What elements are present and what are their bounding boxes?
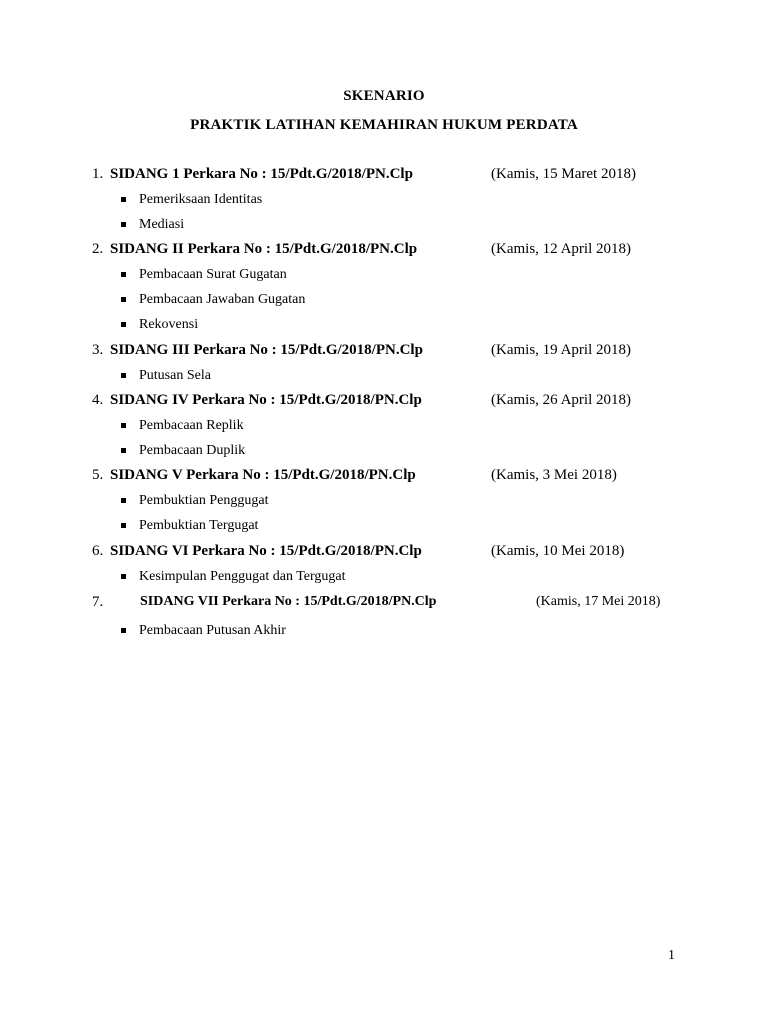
square-bullet-icon [121,423,126,428]
session-heading-row [0,543,768,565]
square-bullet-icon [121,272,126,277]
session-heading: SIDANG II Perkara No : 15/Pdt.G/2018/PN.Clp [110,241,418,257]
agenda-item-label: Kesimpulan Penggugat dan Tergugat [139,569,346,584]
page-number: 1 [668,948,675,963]
agenda-item-label: Pembacaan Putusan Akhir [139,623,286,638]
session-date: (Kamis, 15 Maret 2018) [491,166,636,182]
agenda-item-label: Mediasi [139,217,185,232]
session-heading: SIDANG III Perkara No : 15/Pdt.G/2018/PN.Clp [110,342,423,358]
square-bullet-icon [121,628,126,633]
session-number: 4. [92,392,104,408]
square-bullet-icon [121,373,126,378]
session-date: (Kamis, 19 April 2018) [491,342,631,358]
square-bullet-icon [121,297,126,302]
square-bullet-icon [121,523,126,528]
agenda-item-label: Rekovensi [139,317,199,332]
session-heading: SIDANG VII Perkara No : 15/Pdt.G/2018/PN.Clp [140,594,437,609]
agenda-item-label: Pembacaan Surat Gugatan [139,267,287,282]
square-bullet-icon [121,574,126,579]
session-heading: SIDANG V Perkara No : 15/Pdt.G/2018/PN.Clp [110,467,416,483]
document-title: SKENARIO [343,88,425,104]
session-heading-row [0,241,768,263]
agenda-item-label: Pemeriksaan Identitas [139,192,263,207]
square-bullet-icon [121,498,126,503]
session-heading-row [0,342,768,364]
session-heading: SIDANG IV Perkara No : 15/Pdt.G/2018/PN.Clp [110,392,422,408]
session-date: (Kamis, 3 Mei 2018) [491,467,617,483]
agenda-item-label: Putusan Sela [139,368,211,383]
session-heading-row [0,594,768,616]
square-bullet-icon [121,222,126,227]
square-bullet-icon [121,448,126,453]
square-bullet-icon [121,322,126,327]
session-heading: SIDANG VI Perkara No : 15/Pdt.G/2018/PN.Clp [110,543,422,559]
session-number: 7. [92,594,104,610]
agenda-item-label: Pembacaan Replik [139,418,244,433]
session-number: 2. [92,241,104,257]
session-number: 1. [92,166,104,182]
agenda-item-label: Pembuktian Tergugat [139,518,259,533]
session-date: (Kamis, 17 Mei 2018) [536,594,661,609]
agenda-item-label: Pembacaan Duplik [139,443,246,458]
session-number: 6. [92,543,104,559]
square-bullet-icon [121,197,126,202]
session-heading-row [0,467,768,489]
session-date: (Kamis, 12 April 2018) [491,241,631,257]
session-heading: SIDANG 1 Perkara No : 15/Pdt.G/2018/PN.Clp [110,166,413,182]
session-date: (Kamis, 10 Mei 2018) [491,543,625,559]
agenda-item-label: Pembuktian Penggugat [139,493,269,508]
agenda-item-label: Pembacaan Jawaban Gugatan [139,292,306,307]
document-subtitle: PRAKTIK LATIHAN KEMAHIRAN HUKUM PERDATA [190,117,578,133]
session-date: (Kamis, 26 April 2018) [491,392,631,408]
session-heading-row [0,392,768,414]
session-number: 3. [92,342,104,358]
session-heading-row [0,166,768,188]
session-number: 5. [92,467,104,483]
